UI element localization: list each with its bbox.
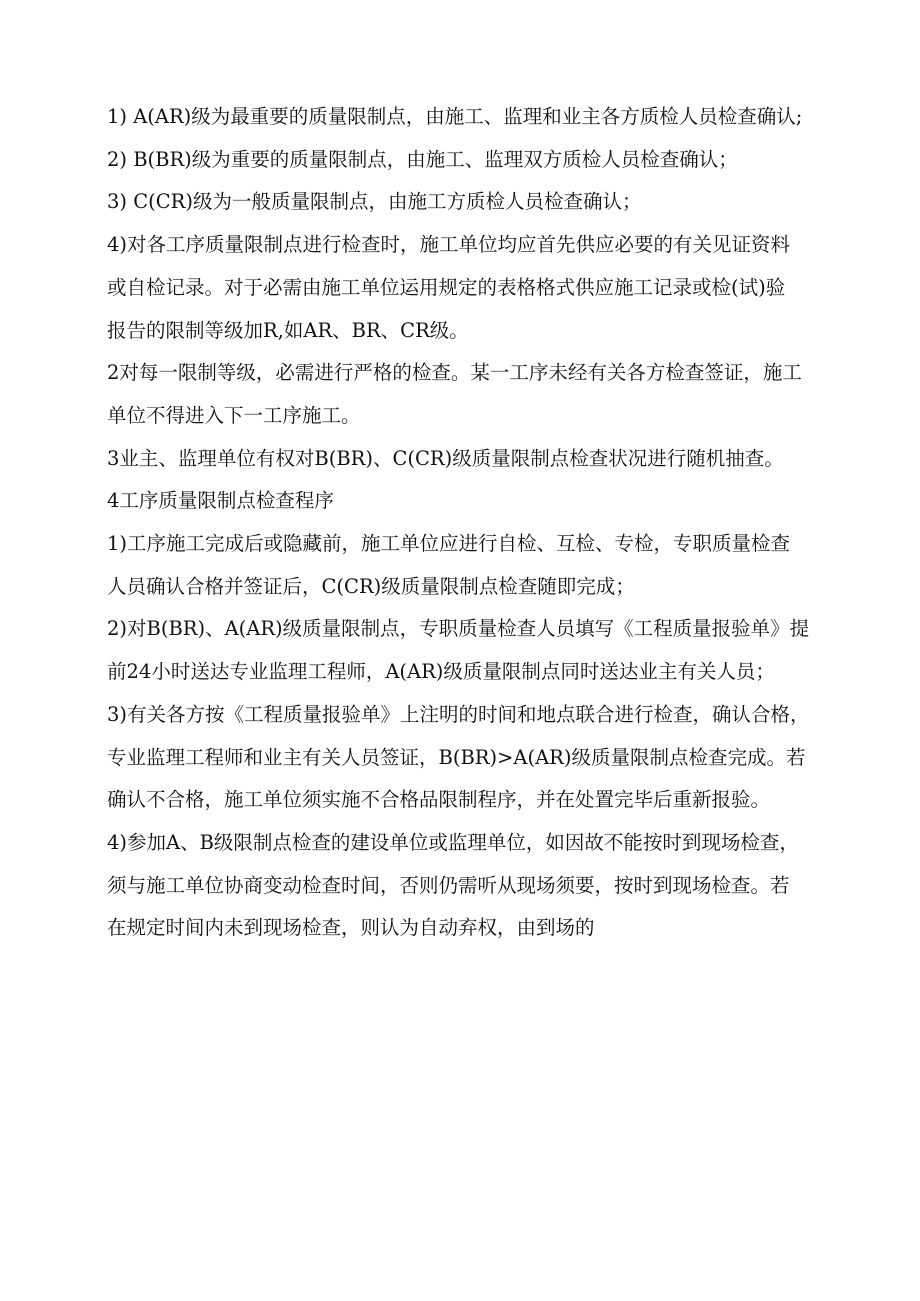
text-line: 4)对各工序质量限制点进行检查时，施工单位均应首先供应必要的有关见证资料	[107, 233, 791, 257]
text-line: 报告的限制等级加R,如AR、BR、CR级。	[107, 318, 469, 342]
text-line: 2对每一限制等级，必需进行严格的检查。某一工序未经有关各方检查签证，施工	[107, 361, 802, 385]
text-line: 2) B(BR)级为重要的质量限制点，由施工、监理双方质检人员检查确认；	[107, 147, 738, 171]
text-line: 单位不得进入下一工序施工。	[107, 403, 361, 427]
text-line: 人员确认合格并签证后，C(CR)级质量限制点检查随即完成；	[107, 574, 635, 598]
text-line: 3)有关各方按《工程质量报验单》上注明的时间和地点联合进行检查，确认合格，	[107, 702, 810, 726]
text-line: 3) C(CR)级为一般质量限制点，由施工方质检人员检查确认；	[107, 190, 642, 214]
text-line: 2)对B(BR)、A(AR)级质量限制点，专职质量检查人员填写《工程质量报验单》提	[107, 617, 810, 641]
text-line: 专业监理工程师和业主有关人员签证，B(BR)>A(AR)级质量限制点检查完成。若	[107, 745, 806, 769]
text-line: 前24小时送达专业监理工程师，A(AR)级质量限制点同时送达业主有关人员；	[107, 660, 775, 684]
text-line: 在规定时间内未到现场检查，则认为自动弃权，由到场的	[107, 916, 595, 940]
section-heading: 4工序质量限制点检查程序	[107, 489, 334, 513]
text-line: 4)参加A、B级限制点检查的建设单位或监理单位，如因故不能按时到现场检查，	[107, 830, 799, 854]
text-line: 1)工序施工完成后或隐藏前，施工单位应进行自检、互检、专检，专职质量检查	[107, 532, 791, 556]
text-line: 3业主、监理单位有权对B(BR)、C(CR)级质量限制点检查状况进行随机抽查。	[107, 446, 784, 470]
text-line: 须与施工单位协商变动检查时间，否则仍需听从现场须要，按时到现场检查。若	[107, 873, 790, 897]
text-line: 1) A(AR)级为最重要的质量限制点，由施工、监理和业主各方质检人员检查确认;	[107, 105, 803, 128]
text-line: 确认不合格，施工单位须实施不合格品限制程序，并在处置完毕后重新报验。	[107, 788, 771, 812]
text-line: 或自检记录。对于必需由施工单位运用规定的表格格式供应施工记录或检(试)验	[107, 275, 786, 299]
document-body	[107, 96, 827, 950]
